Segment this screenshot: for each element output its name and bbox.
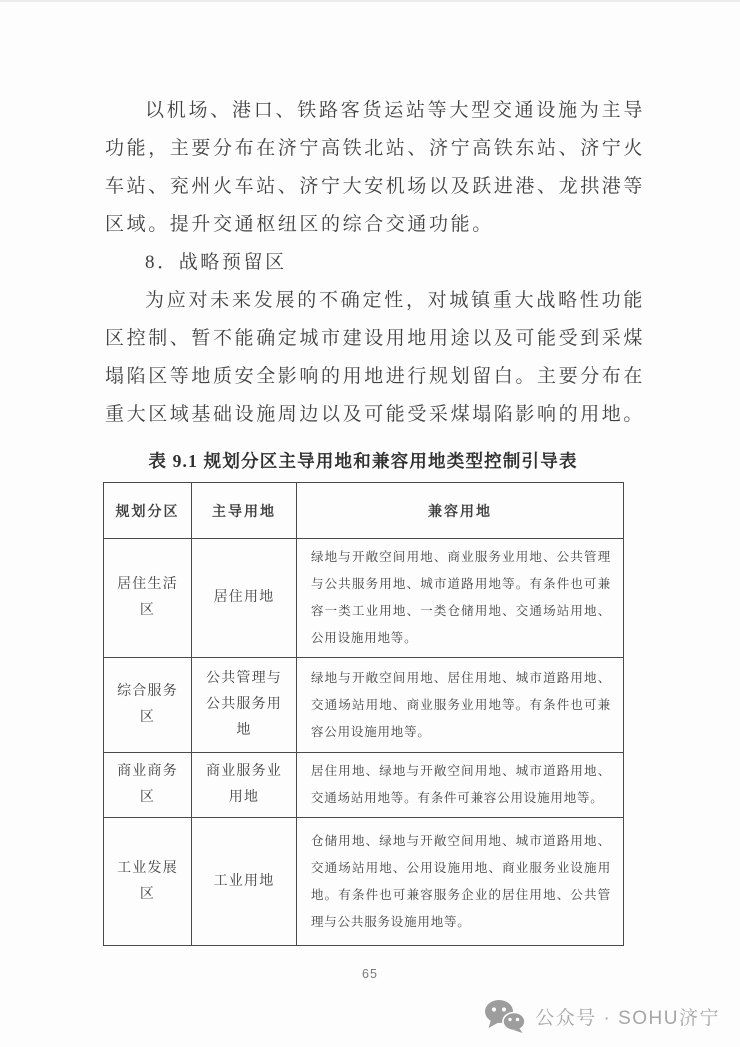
zone-cell: 居住生活区 bbox=[104, 539, 192, 658]
land-use-control-table bbox=[103, 482, 624, 946]
table-title: 表 9.1 规划分区主导用地和兼容用地类型控制引导表 bbox=[148, 451, 578, 471]
column-header-compatible-use: 兼容用地 bbox=[297, 483, 624, 539]
watermark-badge bbox=[484, 999, 720, 1033]
table-row bbox=[104, 818, 624, 946]
column-header-zone: 规划分区 bbox=[104, 483, 192, 539]
heading-strategic-reserve-zone: 8．战略预留区 bbox=[145, 252, 287, 273]
compatible-use-cell: 绿地与开敞空间用地、居住用地、城市道路用地、交通场站用地、商业服务业用地等。有条件也可兼容公用设施用地等。 bbox=[297, 658, 624, 753]
dominant-use-cell: 公共管理与公共服务用地 bbox=[192, 658, 297, 753]
column-header-dominant-use: 主导用地 bbox=[192, 483, 297, 539]
paragraph-strategic-reserve: 为应对未来发展的不确定性，对城镇重大战略性功能区控制、暂不能确定城市建设用地用途以及可能受到采煤塌陷区等地质安全影响的用地进行规划留白。主要分布在重大区域基础设施周边以及可能受采煤塌陷影响的用地。 bbox=[105, 290, 646, 425]
table-row bbox=[104, 539, 624, 658]
paragraph-transport-hub: 以机场、港口、铁路客货运站等大型交通设施为主导功能，主要分布在济宁高铁北站、济宁高铁东站、济宁火车站、兖州火车站、济宁大安机场以及跃进港、龙拱港等区域。提升交通枢纽区的综合交通功能。 bbox=[105, 100, 646, 235]
dominant-use-cell: 工业用地 bbox=[192, 818, 297, 946]
wechat-icon bbox=[484, 999, 526, 1033]
zone-cell: 商业商务区 bbox=[104, 753, 192, 818]
compatible-use-cell: 居住用地、绿地与开敞空间用地、城市道路用地、交通场站用地等。有条件可兼容公用设施用地等。 bbox=[297, 753, 624, 818]
dominant-use-cell: 商业服务业用地 bbox=[192, 753, 297, 818]
table-section bbox=[103, 448, 623, 946]
zone-cell: 综合服务区 bbox=[104, 658, 192, 753]
compatible-use-cell: 绿地与开敞空间用地、商业服务业用地、公共管理与公共服务用地、城市道路用地等。有条件也可兼容一类工业用地、一类仓储用地、交通场站用地、公用设施用地等。 bbox=[297, 539, 624, 658]
table-row bbox=[104, 658, 624, 753]
compatible-use-cell: 仓储用地、绿地与开敞空间用地、城市道路用地、交通场站用地、公用设施用地、商业服务业设施用地。有条件也可兼容服务企业的居住用地、公共管理与公共服务设施用地等。 bbox=[297, 818, 624, 946]
watermark-text: 公众号 · SOHU济宁 bbox=[535, 1007, 720, 1029]
table-row bbox=[104, 753, 624, 818]
zone-cell: 工业发展区 bbox=[104, 818, 192, 946]
table-header-row bbox=[104, 483, 624, 539]
dominant-use-cell: 居住用地 bbox=[192, 539, 297, 658]
document-body bbox=[105, 92, 645, 434]
page-number: 65 bbox=[362, 967, 378, 981]
